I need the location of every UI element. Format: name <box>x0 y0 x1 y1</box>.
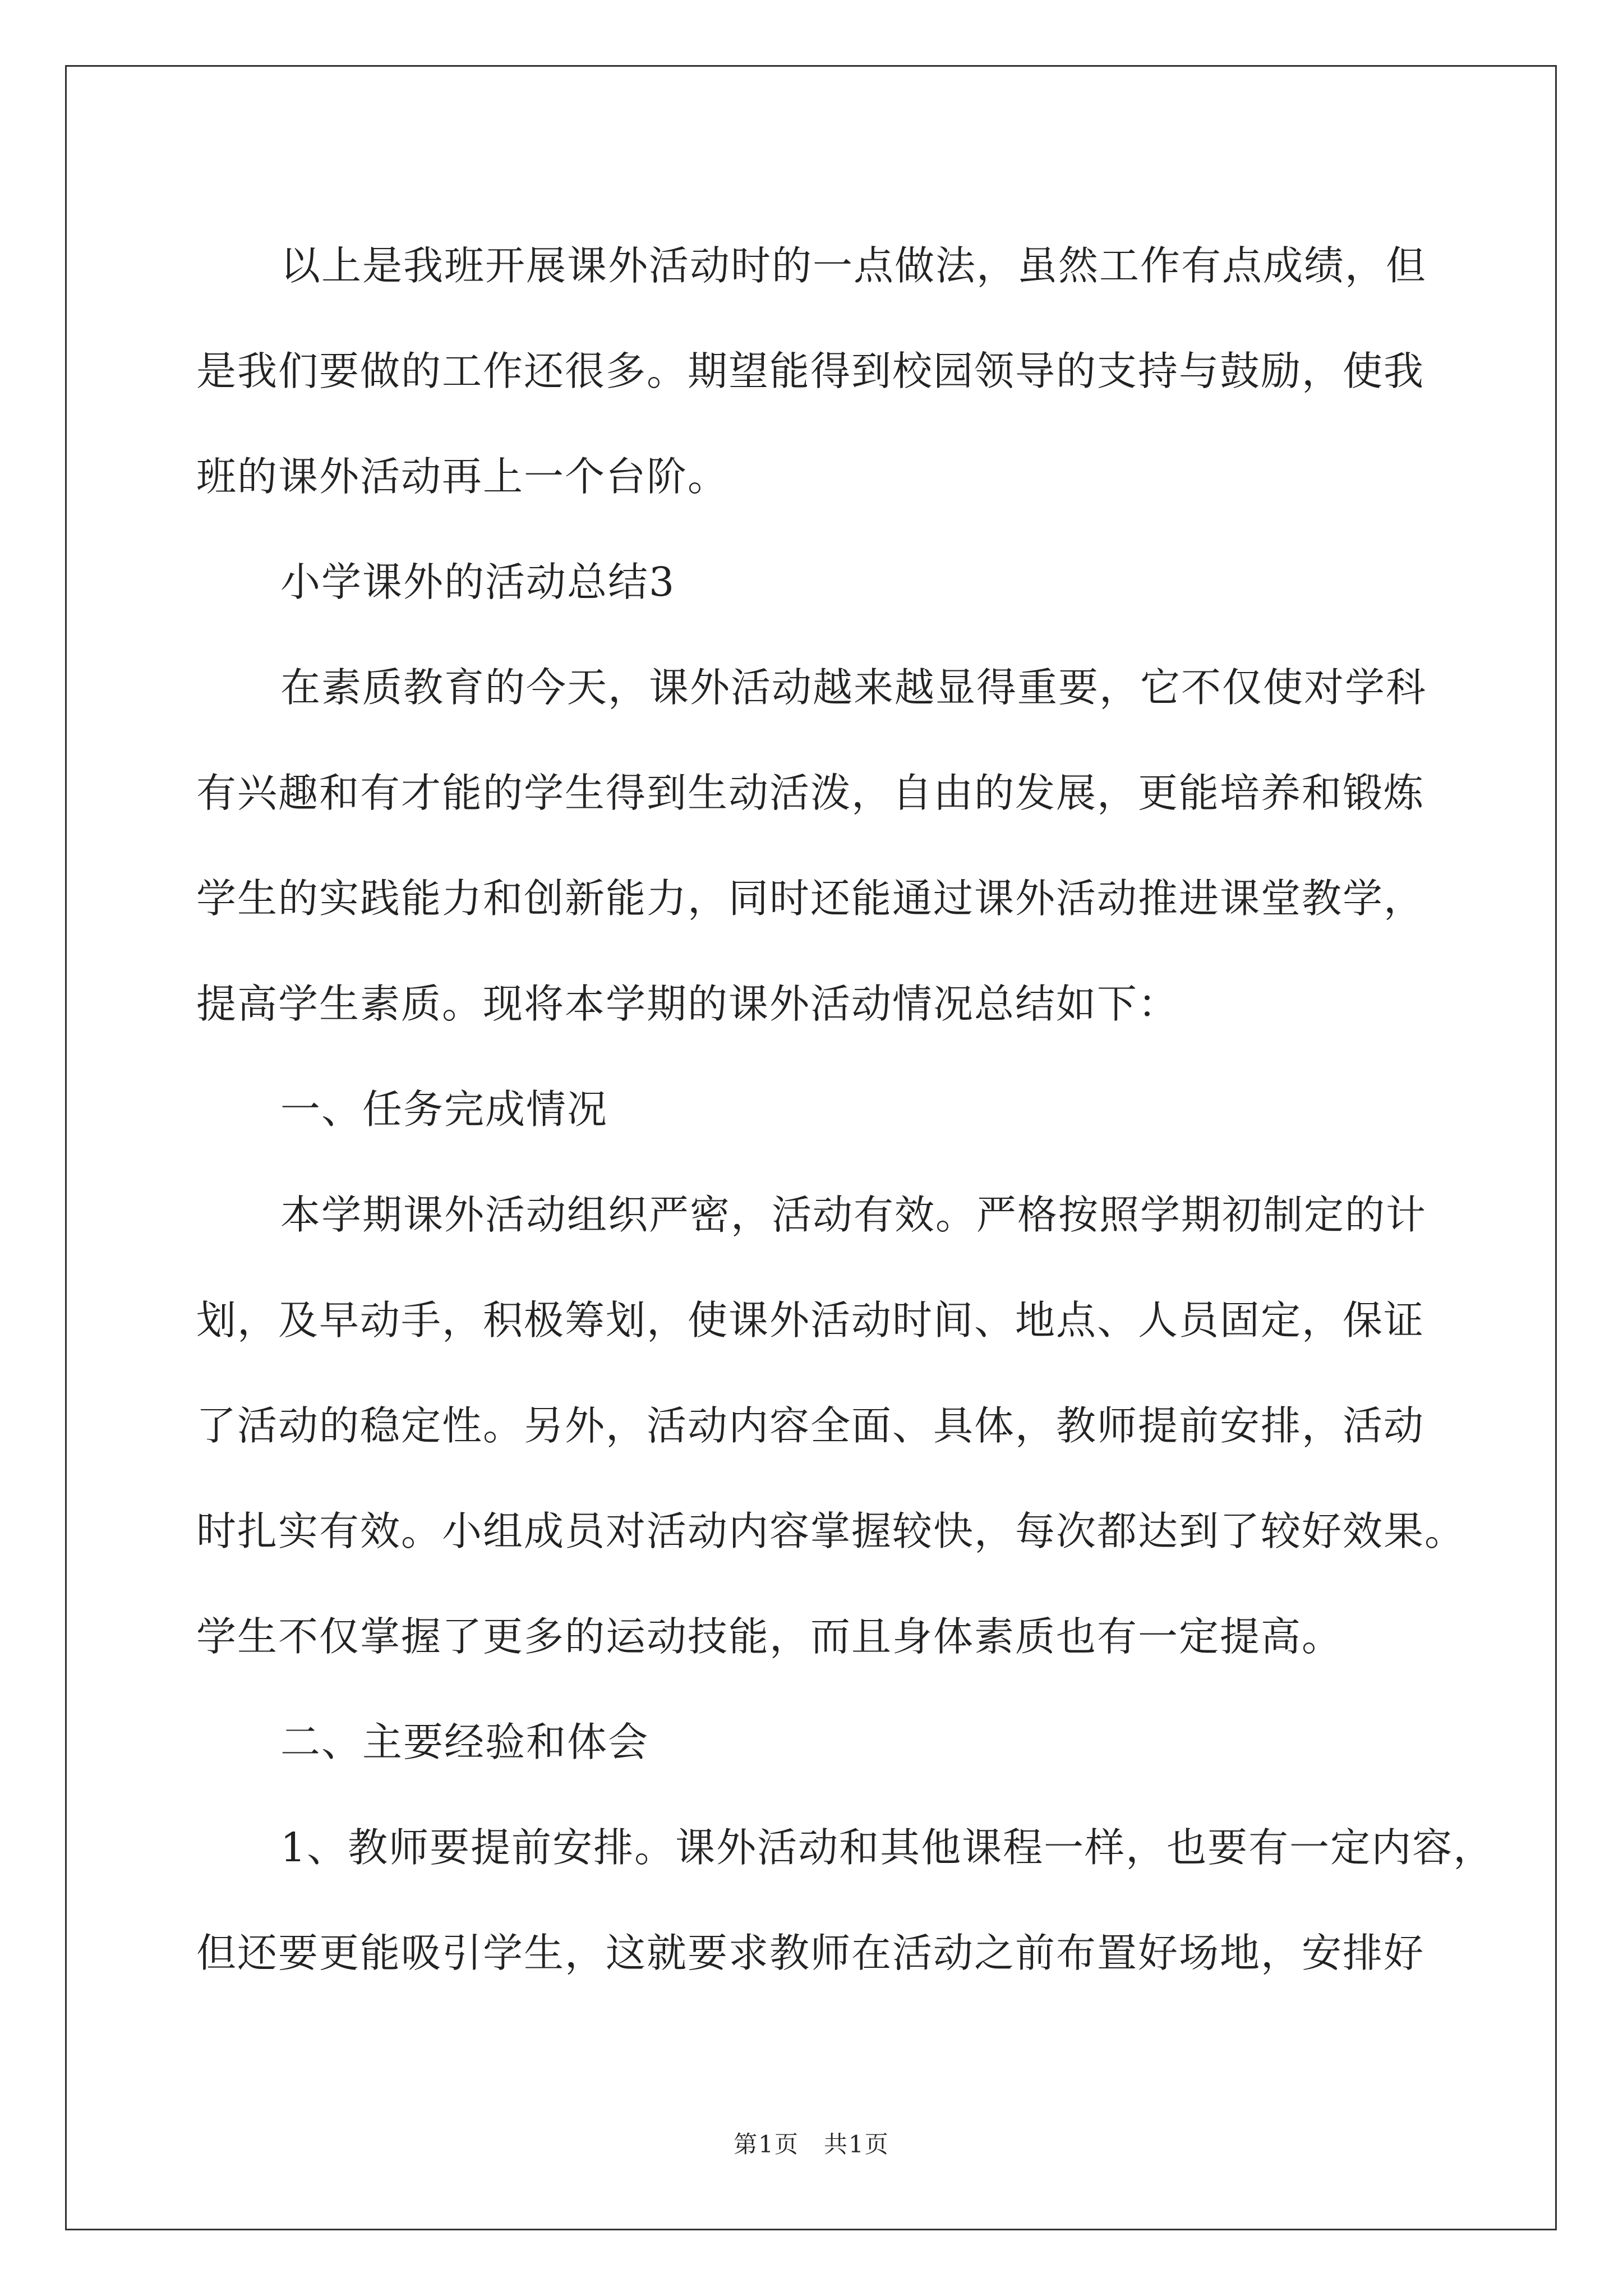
text-line-16: 1、教师要提前安排。课外活动和其他课程一样，也要有一定内容， <box>280 1824 1495 1871</box>
text-line-8: 提高学生素质。现将本学期的课外活动情况总结如下： <box>196 981 1179 1027</box>
text-line-5: 在素质教育的今天，课外活动越来越显得重要，它不仅使对学科 <box>280 664 1427 711</box>
text-line-10: 本学期课外活动组织严密，活动有效。严格按照学期初制定的计 <box>280 1191 1427 1238</box>
text-line-17: 但还要更能吸引学生，这就要求教师在活动之前布置好场地，安排好 <box>196 1930 1425 1976</box>
text-line-3: 班的课外活动再上一个台阶。 <box>196 453 729 500</box>
text-line-2: 是我们要做的工作还很多。期望能得到校园领导的支持与鼓励，使我 <box>196 348 1425 394</box>
subheading-1: 一、任务完成情况 <box>280 1086 608 1133</box>
text-line-14: 学生不仅掌握了更多的运动技能，而且身体素质也有一定提高。 <box>196 1613 1343 1660</box>
text-line-6: 有兴趣和有才能的学生得到生动活泼，自由的发展，更能培养和锻炼 <box>196 770 1425 816</box>
text-line-1: 以上是我班开展课外活动时的一点做法，虽然工作有点成绩，但 <box>280 242 1427 289</box>
text-line-12: 了活动的稳定性。另外，活动内容全面、具体，教师提前安排，活动 <box>196 1402 1425 1449</box>
page-footer: 第1页 共1页 <box>734 2131 889 2158</box>
text-line-7: 学生的实践能力和创新能力，同时还能通过课外活动推进课堂教学， <box>196 875 1425 922</box>
document-body <box>196 213 1495 2006</box>
subheading-2: 二、主要经验和体会 <box>280 1719 649 1765</box>
section-title: 小学课外的活动总结3 <box>280 559 676 605</box>
text-line-13: 时扎实有效。小组成员对活动内容掌握较快，每次都达到了较好效果。 <box>196 1508 1466 1554</box>
text-line-11: 划，及早动手，积极筹划，使课外活动时间、地点、人员固定，保证 <box>196 1297 1425 1343</box>
